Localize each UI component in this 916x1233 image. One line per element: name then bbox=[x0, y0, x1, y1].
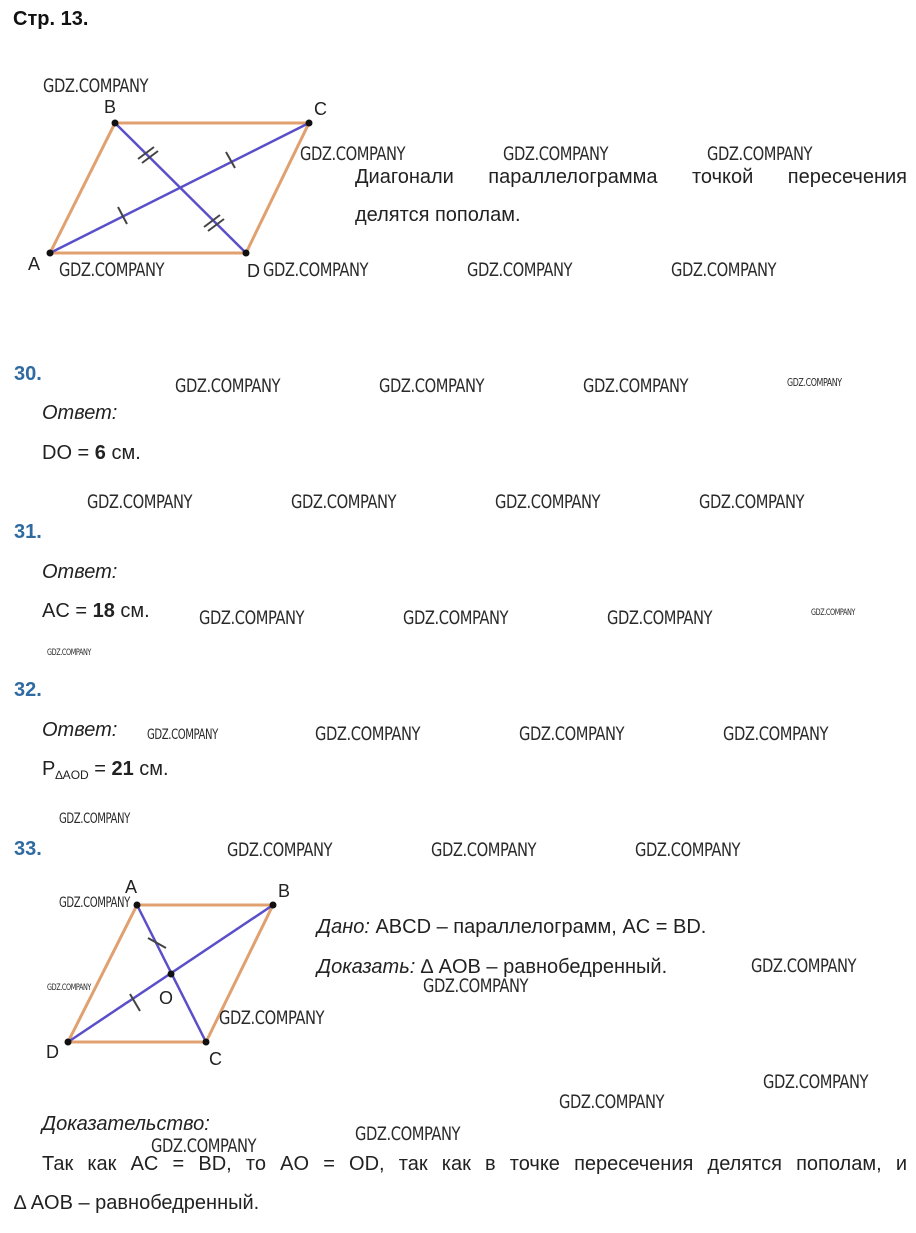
watermark: GDZ.COMPANY bbox=[355, 1123, 461, 1145]
watermark: GDZ.COMPANY bbox=[47, 648, 91, 658]
watermark: GDZ.COMPANY bbox=[763, 1071, 869, 1093]
task-number: 32. bbox=[14, 679, 42, 701]
watermark: GDZ.COMPANY bbox=[707, 143, 813, 165]
diagonal-bd bbox=[115, 123, 246, 253]
watermark: GDZ.COMPANY bbox=[751, 955, 857, 977]
watermark: GDZ.COMPANY bbox=[59, 259, 165, 281]
answer-label: Ответ: bbox=[42, 719, 118, 741]
watermark: GDZ.COMPANY bbox=[315, 723, 421, 745]
watermark: GDZ.COMPANY bbox=[379, 375, 485, 397]
answer-value: DO = 6 см. bbox=[42, 442, 141, 464]
watermark: GDZ.COMPANY bbox=[787, 376, 842, 389]
watermark: GDZ.COMPANY bbox=[59, 811, 130, 827]
watermark: GDZ.COMPANY bbox=[583, 375, 689, 397]
label-b: B bbox=[104, 97, 117, 117]
statement-line-1: Диагонали параллелограмма точкой пересечения bbox=[355, 166, 907, 188]
watermark: GDZ.COMPANY bbox=[423, 975, 529, 997]
proof-label: Доказательство: bbox=[42, 1113, 210, 1135]
given-line: Дано: ABCD – параллелограмм, AC = BD. bbox=[317, 916, 707, 938]
watermark: GDZ.COMPANY bbox=[300, 143, 406, 165]
watermark: GDZ.COMPANY bbox=[147, 727, 218, 743]
watermark: GDZ.COMPANY bbox=[291, 491, 397, 513]
watermark: GDZ.COMPANY bbox=[59, 895, 130, 911]
vertex-d bbox=[65, 1039, 72, 1046]
label-a: A bbox=[28, 254, 41, 274]
watermark: GDZ.COMPANY bbox=[199, 607, 305, 629]
watermark: GDZ.COMPANY bbox=[503, 143, 609, 165]
watermark: GDZ.COMPANY bbox=[495, 491, 601, 513]
watermark: GDZ.COMPANY bbox=[635, 839, 741, 861]
watermark: GDZ.COMPANY bbox=[723, 723, 829, 745]
watermark: GDZ.COMPANY bbox=[699, 491, 805, 513]
label-d: D bbox=[247, 261, 260, 280]
proof-line-2: ∆ AOB – равнобедренный. bbox=[14, 1192, 260, 1214]
statement-line-2: делятся пополам. bbox=[355, 204, 521, 226]
watermark: GDZ.COMPANY bbox=[559, 1091, 665, 1113]
label-c: C bbox=[209, 1049, 222, 1069]
watermark: GDZ.COMPANY bbox=[47, 983, 91, 993]
task-number: 33. bbox=[14, 838, 42, 860]
task-number: 30. bbox=[14, 363, 42, 385]
label-b: B bbox=[278, 881, 291, 901]
task-number: 31. bbox=[14, 521, 42, 543]
vertex-d bbox=[243, 250, 250, 257]
vertex-a bbox=[47, 250, 54, 257]
watermark: GDZ.COMPANY bbox=[87, 491, 193, 513]
watermark: GDZ.COMPANY bbox=[151, 1135, 257, 1157]
watermark: GDZ.COMPANY bbox=[431, 839, 537, 861]
label-o: O bbox=[159, 988, 174, 1008]
watermark: GDZ.COMPANY bbox=[175, 375, 281, 397]
watermark: GDZ.COMPANY bbox=[227, 839, 333, 861]
label-d: D bbox=[46, 1042, 59, 1062]
vertex-a bbox=[134, 902, 141, 909]
watermark: GDZ.COMPANY bbox=[519, 723, 625, 745]
label-c: C bbox=[314, 99, 327, 119]
vertex-c bbox=[306, 120, 313, 127]
answer-value: $P_{\Delta AOD} = 21$ см. bbox=[42, 758, 169, 782]
answer-label: Ответ: bbox=[42, 402, 118, 424]
vertex-b bbox=[270, 902, 277, 909]
vertex-c bbox=[203, 1039, 210, 1046]
watermark: GDZ.COMPANY bbox=[219, 1007, 325, 1029]
page-title: Стр. 13. bbox=[13, 8, 89, 30]
watermark: GDZ.COMPANY bbox=[403, 607, 509, 629]
label-a: A bbox=[125, 877, 138, 897]
watermark: GDZ.COMPANY bbox=[607, 607, 713, 629]
watermark: GDZ.COMPANY bbox=[467, 259, 573, 281]
watermark: GDZ.COMPANY bbox=[811, 608, 855, 618]
watermark: GDZ.COMPANY bbox=[671, 259, 777, 281]
answer-value: AC = 18 см. bbox=[42, 600, 150, 622]
answer-label: Ответ: bbox=[42, 561, 118, 583]
vertex-o bbox=[168, 971, 175, 978]
prove-line: Доказать: ∆ AOB – равнобедренный. bbox=[317, 956, 668, 978]
parallelogram-figure bbox=[20, 95, 340, 280]
watermark: GDZ.COMPANY bbox=[43, 75, 149, 97]
proof-line-1: Так как AC = BD, то AO = OD, так как в точке пересечения делятся пополам, и bbox=[42, 1153, 907, 1175]
watermark: GDZ.COMPANY bbox=[263, 259, 369, 281]
vertex-b bbox=[112, 120, 119, 127]
